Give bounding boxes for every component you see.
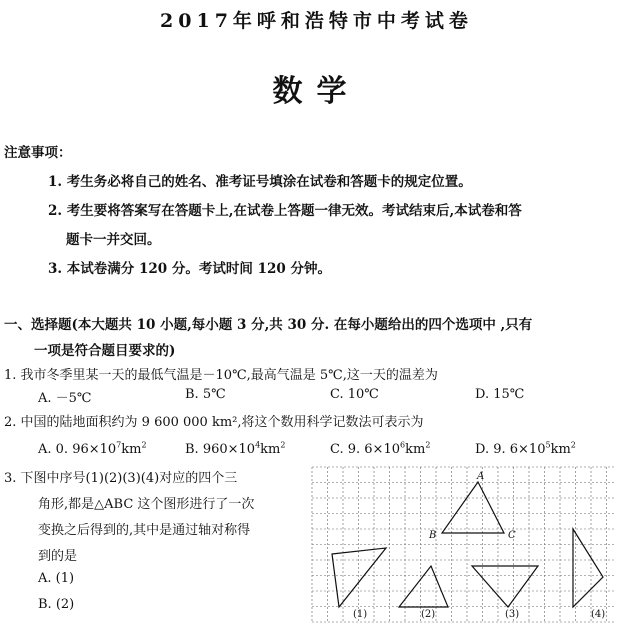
notice-item-2-cont: 题卡一并交回。	[66, 232, 161, 248]
q3-stem-line-4: 到的是	[38, 549, 78, 564]
q3-option-a: A. (1)	[38, 571, 75, 586]
exam-title: 2017年呼和浩特市中考试卷	[160, 10, 473, 32]
section1-heading: 一、选择题(本大题共 10 小题,每小题 3 分,共 30 分. 在每小题给出的四个选项中 ,只有	[4, 317, 533, 333]
vertex-label-c: C	[508, 530, 516, 541]
subject-title: 数学	[272, 74, 361, 109]
q1-stem: 1. 我市冬季里某一天的最低气温是－10℃,最高气温是 5℃,这一天的温差为	[4, 368, 438, 383]
q1-option-a: A. －5℃	[38, 391, 92, 406]
figure-label-2: (2)	[421, 609, 436, 620]
vertex-label-b: B	[429, 530, 437, 541]
q2-stem: 2. 中国的陆地面积约为 9 600 000 km²,将这个数用科学记数法可表示为	[4, 415, 424, 430]
q1-option-d: D. 15℃	[475, 387, 525, 402]
q3-stem-line-3: 变换之后得到的,其中是通过轴对称得	[38, 523, 251, 538]
notice-heading: 注意事项：	[4, 145, 72, 161]
notice-item-1: 1. 考生务必将自己的姓名、准考证号填涂在试卷和答题卡的规定位置。	[48, 174, 472, 190]
notice-item-3: 3. 本试卷满分 120 分。考试时间 120 分钟。	[48, 261, 331, 277]
q2-option-a: A. 0. $96\times 10^7km^2$	[38, 440, 147, 457]
q1-option-c: C. 10℃	[330, 387, 379, 402]
q1-option-b: B. 5℃	[185, 387, 226, 402]
triangle-3	[472, 566, 538, 607]
q2-option-b: B. $960\times 10^4km^2$	[185, 440, 286, 457]
q3-stem-line-1: 3. 下图中序号(1)(2)(3)(4)对应的四个三	[4, 471, 238, 486]
section1-heading-cont: 一项是符合题目要求的)	[34, 343, 176, 359]
figure-label-1: (1)	[353, 609, 368, 620]
vertex-label-a: A	[477, 471, 485, 482]
figure-label-3: (3)	[505, 609, 520, 620]
notice-item-2: 2. 考生要将答案写在答题卡上,在试卷上答题一律无效。考试结束后,本试卷和答	[48, 203, 522, 219]
q3-option-b: B. (2)	[38, 597, 75, 612]
q3-figure-grid	[311, 466, 616, 623]
q2-option-c: C. 9. $6\times 10^6km^2$	[330, 440, 431, 457]
figure-label-4: (4)	[591, 609, 606, 620]
triangle-2	[399, 566, 448, 607]
q2-option-d: D. 9. $6\times 10^5km^2$	[475, 440, 576, 457]
triangle-1	[332, 548, 386, 607]
q3-stem-line-2: 角形,都是△ABC 这个图形进行了一次	[38, 497, 255, 512]
grid-lines	[312, 467, 615, 622]
triangle-4	[573, 529, 603, 607]
